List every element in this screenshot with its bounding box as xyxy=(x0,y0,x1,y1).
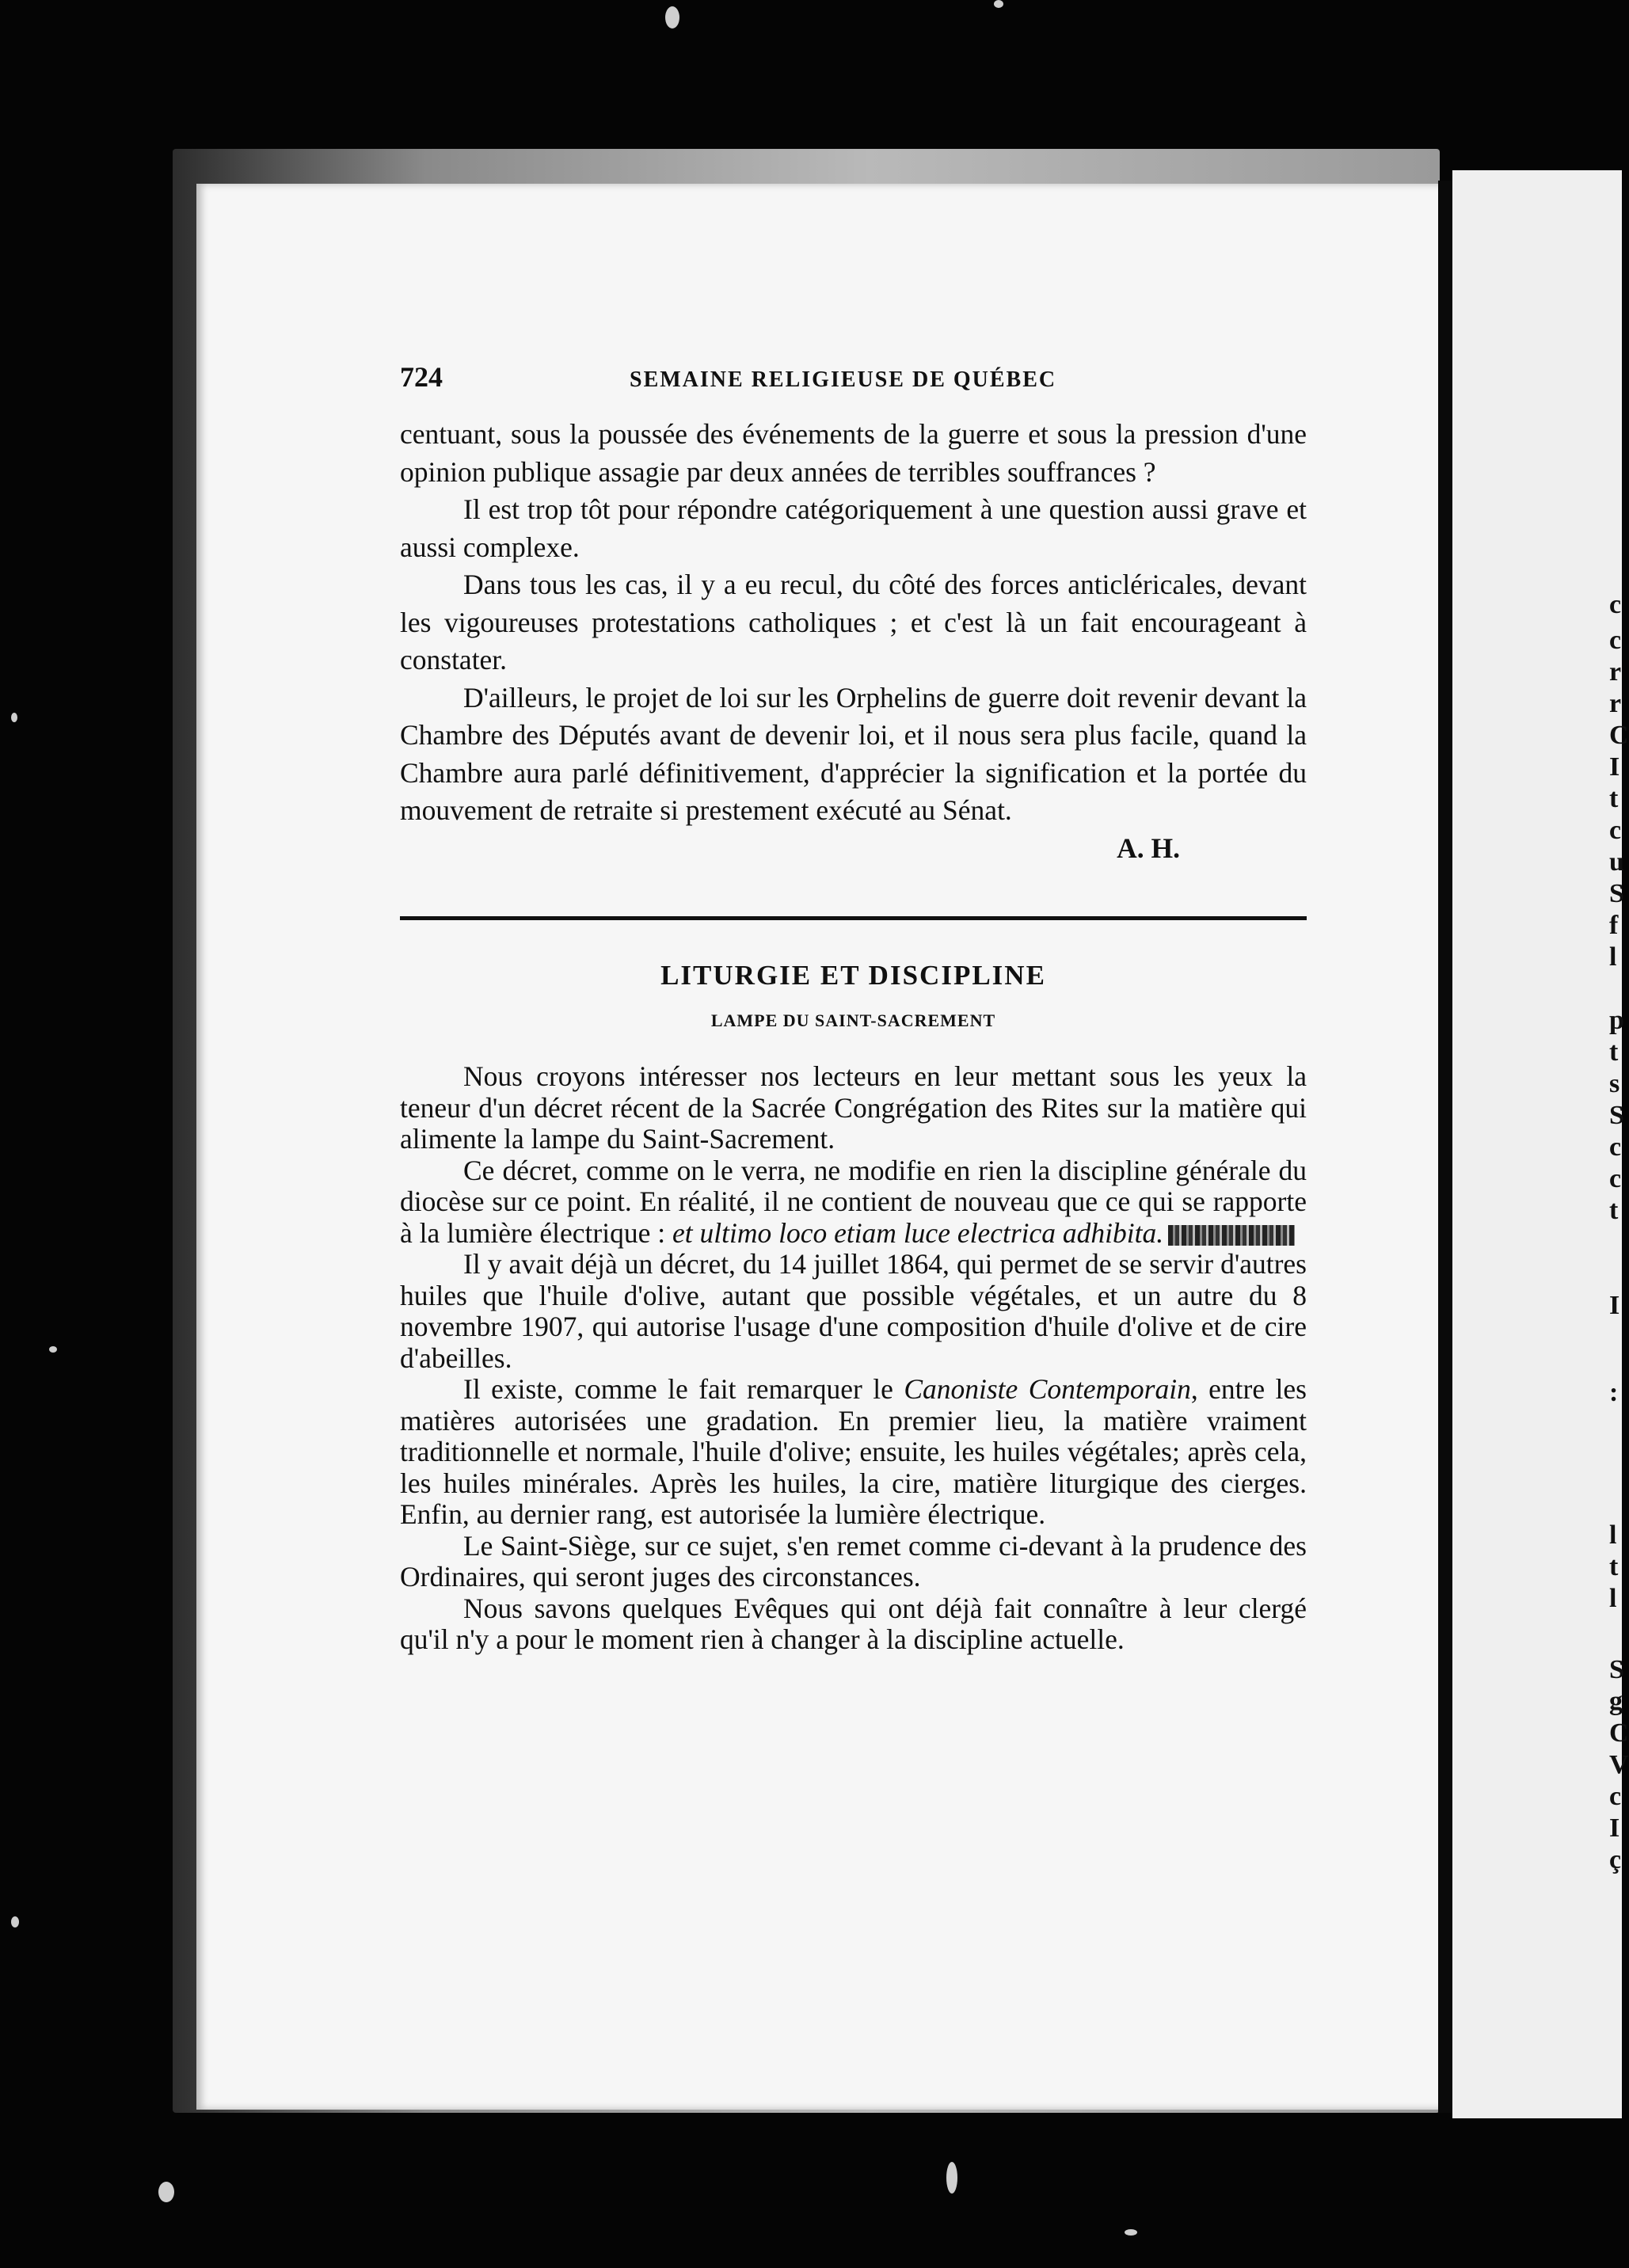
adjacent-page-char: I xyxy=(1609,1291,1620,1320)
adjacent-page-char: t xyxy=(1609,1552,1619,1581)
section-subtitle: LAMPE DU SAINT-SACREMENT xyxy=(710,1010,996,1030)
adjacent-page-char: c xyxy=(1609,590,1622,619)
adjacent-page-char: c xyxy=(1609,1132,1622,1162)
adjacent-page-char: S xyxy=(1609,1101,1624,1130)
adjacent-page-char: l xyxy=(1609,1520,1617,1550)
adjacent-page-char: C xyxy=(1609,721,1629,750)
adjacent-page-char: c xyxy=(1609,816,1622,845)
running-head xyxy=(400,360,1307,416)
section-divider xyxy=(400,916,1307,920)
publication-title: Canoniste Contemporain xyxy=(904,1373,1191,1405)
adjacent-page-char: r xyxy=(1609,689,1622,718)
paragraph: Dans tous les cas, il y a eu recul, du côté des forces anticléricales, devant les vigoureuses protestations catholiques ; et c'est là un fait encourageant à constater. xyxy=(400,569,1307,675)
signature: A. H. xyxy=(1117,831,1180,864)
adjacent-page-char: l xyxy=(1609,942,1617,972)
paragraph xyxy=(400,1155,1307,1250)
paragraph: centuant, sous la poussée des événements de la guerre et sous la pression d'une opinion publique assagie par deux années de terribles souffrances ? xyxy=(400,418,1307,488)
adjacent-page-char: s xyxy=(1609,1069,1620,1098)
adjacent-page-char: c xyxy=(1609,1164,1622,1193)
adjacent-page-char: g xyxy=(1609,1687,1623,1716)
adjacent-page-char: I xyxy=(1609,752,1620,782)
adjacent-page-char: f xyxy=(1609,911,1619,940)
adjacent-page-char: t xyxy=(1609,1037,1619,1067)
article-continuation xyxy=(400,416,1307,867)
adjacent-page-char: l xyxy=(1609,1584,1617,1613)
paragraph: Il y avait déjà un décret, du 14 juillet 1864, qui permet de se servir d'autres huiles que l'huile d'olive, autant que possible végétales, et un autre du 8 novembre 1907, qui autorise l'usage d'une composition d'huile d'olive et de cire d'abeilles. xyxy=(400,1248,1307,1374)
adjacent-page-char: p xyxy=(1609,1006,1624,1035)
section-body xyxy=(400,1061,1307,1656)
page-content xyxy=(400,360,1307,1656)
adjacent-page-char: S xyxy=(1609,879,1624,908)
adjacent-page-char: c xyxy=(1609,626,1622,655)
adjacent-page-char: : xyxy=(1609,1378,1619,1407)
adjacent-page-char: t xyxy=(1609,784,1619,813)
page-fold xyxy=(1438,181,1452,2113)
paragraph: Le Saint-Siège, sur ce sujet, s'en remet comme ci-devant à la prudence des Ordinaires, qui seront juges des circonstances. xyxy=(400,1529,1307,1593)
adjacent-page-char: t xyxy=(1609,1196,1619,1225)
adjacent-page-char: ç xyxy=(1609,1845,1622,1874)
page-number: 724 xyxy=(400,361,443,393)
adjacent-page-char: V xyxy=(1609,1750,1629,1779)
section-title: LITURGIE ET DISCIPLINE xyxy=(660,960,1046,991)
adjacent-page-char: S xyxy=(1609,1655,1624,1684)
paragraph: Nous croyons intéresser nos lecteurs en leur mettant sous les yeux la teneur d'un décret récent de la Sacrée Congrégation des Rites sur la matière qui alimente la lampe du Saint-Sacrement. xyxy=(400,1060,1307,1155)
adjacent-page-char: c xyxy=(1609,1782,1622,1811)
adjacent-page-char: r xyxy=(1609,657,1622,687)
paragraph-text: , entre les matières autorisées une gradation. En premier lieu, la matière vraiment traditionnelle et normale, l'huile d'olive; ensuite, les huiles végétales; après cela, les huiles minérales. Après les huiles, la cire, matière liturgique des cierges. Enfin, au dernier rang, est autorisée la lumière électrique. xyxy=(400,1373,1307,1530)
journal-title: SEMAINE RELIGIEUSE DE QUÉBEC xyxy=(630,367,1057,392)
paragraph-text: Ce décret, comme on le verra, ne modifie en rien la discipline générale du diocèse sur ce point. En réalité, il ne contient de nouveau que ce qui se rapporte à la lumière électrique : xyxy=(400,1154,1307,1249)
paragraph: Nous savons quelques Evêques qui ont déjà fait connaître à leur clergé qu'il n'y a pour le moment rien à changer à la discipline actuelle. xyxy=(400,1592,1307,1655)
latin-quote: et ultimo loco etiam luce electrica adhibita. xyxy=(672,1216,1164,1249)
print-blot xyxy=(1168,1225,1295,1246)
adjacent-page-char: C xyxy=(1609,1718,1629,1748)
adjacent-page-char: I xyxy=(1609,1813,1620,1843)
paragraph-text: Il existe, comme le fait remarquer le xyxy=(463,1373,904,1405)
paragraph: Il est trop tôt pour répondre catégoriquement à une question aussi grave et aussi complexe. xyxy=(400,493,1307,563)
paragraph: D'ailleurs, le projet de loi sur les Orphelins de guerre doit revenir devant la Chambre des Députés avant de devenir loi, et il nous sera plus facile, quand la Chambre aura parlé définitivement, d'apprécier la signification et la portée du mouvement de retraite si prestement exécuté au Sénat. xyxy=(400,681,1307,826)
adjacent-page-char: u xyxy=(1609,847,1624,877)
paragraph xyxy=(400,1374,1307,1531)
adjacent-page xyxy=(1452,170,1629,2118)
